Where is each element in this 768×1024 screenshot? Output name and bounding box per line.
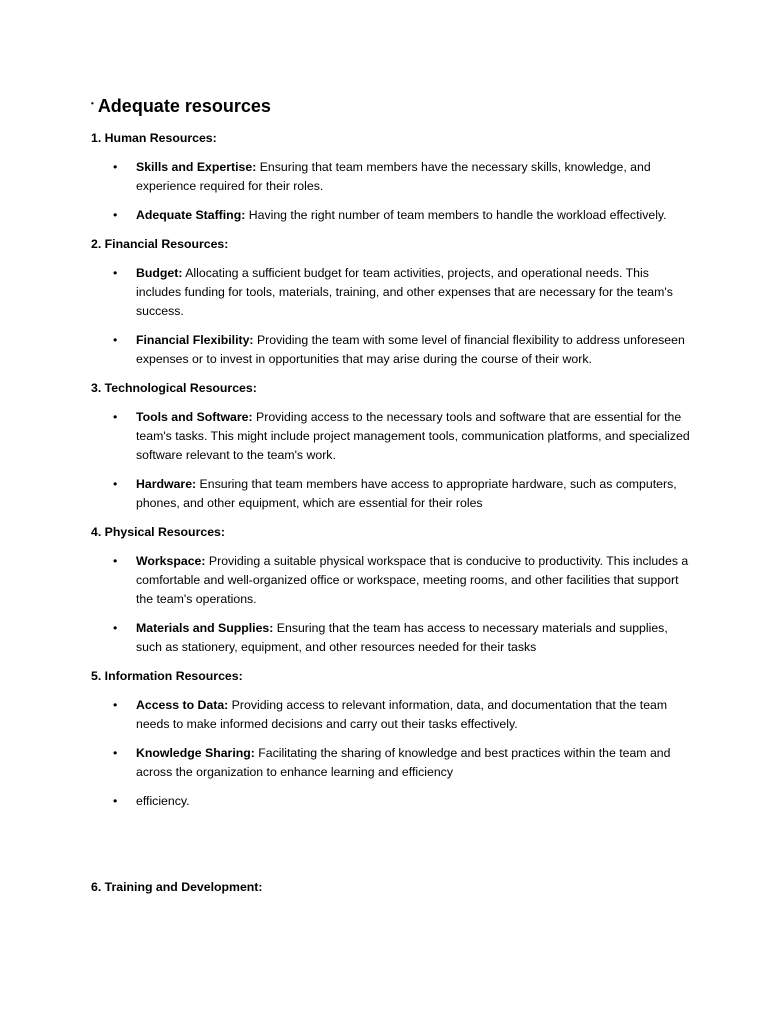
blank-space <box>91 821 691 878</box>
section-information-resources <box>91 667 691 811</box>
item-text: Ensuring that team members have access to appropriate hardware, such as computers, phones, and other equipment, which are essential for their roles <box>136 477 677 510</box>
bullet-icon: • <box>113 621 118 635</box>
document-body <box>91 95 691 907</box>
list-item <box>91 744 691 782</box>
list-item <box>91 264 691 321</box>
bullet-icon: • <box>113 746 118 760</box>
list-item <box>91 696 691 734</box>
list-item <box>91 792 691 811</box>
bullet-icon: • <box>113 333 118 347</box>
item-text: Providing a suitable physical workspace that is conducive to productivity. This includes a comfortable and well-organized office or workspace, meeting rooms, and other facilities that support the team's operations. <box>136 554 689 606</box>
bullet-icon: • <box>113 410 118 424</box>
item-label: Workspace: <box>136 554 206 568</box>
document-title <box>91 95 691 117</box>
list-item <box>91 158 691 196</box>
item-label: Financial Flexibility: <box>136 333 254 347</box>
item-text: Providing access to the necessary tools and software that are essential for the team's tasks. This might include project management tools, communication platforms, and specialized software relevant to the team's work. <box>136 410 690 462</box>
list-item <box>91 408 691 465</box>
bullet-list <box>91 264 691 369</box>
document-title-text: Adequate resources <box>97 96 271 116</box>
item-text: Allocating a sufficient budget for team activities, projects, and operational needs. This includes funding for tools, materials, training, and other expenses that are necessary for the team's success. <box>136 266 673 318</box>
list-item <box>91 475 691 513</box>
bullet-icon: • <box>113 477 118 491</box>
item-text: efficiency. <box>136 794 190 808</box>
section-technological-resources <box>91 379 691 513</box>
item-label: Materials and Supplies: <box>136 621 274 635</box>
item-label: Adequate Staffing: <box>136 208 246 222</box>
bullet-list <box>91 408 691 513</box>
bullet-list <box>91 158 691 225</box>
bullet-list <box>91 696 691 811</box>
item-text: Having the right number of team members to handle the workload effectively. <box>245 208 667 222</box>
section-heading: 3. Technological Resources: <box>91 381 257 395</box>
list-item <box>91 331 691 369</box>
section-physical-resources <box>91 523 691 657</box>
item-label: Hardware: <box>136 477 197 491</box>
item-label: Tools and Software: <box>136 410 253 424</box>
section-heading: 6. Training and Development: <box>91 880 263 894</box>
bullet-icon: • <box>113 794 118 808</box>
item-text: Providing the team with some level of financial flexibility to address unforeseen expenses or to invest in opportunities that may arise during the course of their work. <box>136 333 685 366</box>
item-text: Facilitating the sharing of knowledge and best practices within the team and across the organization to enhance learning and efficiency <box>136 746 671 779</box>
title-bullet-icon: • <box>91 99 94 108</box>
list-item <box>91 619 691 657</box>
item-text: Ensuring that team members have the necessary skills, knowledge, and experience required for their roles. <box>136 160 651 193</box>
section-training-development <box>91 878 691 896</box>
list-item <box>91 552 691 609</box>
section-heading: 5. Information Resources: <box>91 669 243 683</box>
section-financial-resources <box>91 235 691 369</box>
item-text: Ensuring that the team has access to necessary materials and supplies, such as stationery, equipment, and other resources needed for their tasks <box>136 621 668 654</box>
bullet-icon: • <box>113 266 118 280</box>
section-heading: 4. Physical Resources: <box>91 525 225 539</box>
item-label: Knowledge Sharing: <box>136 746 255 760</box>
item-label: Budget: <box>136 266 183 280</box>
section-heading: 2. Financial Resources: <box>91 237 229 251</box>
section-heading: 1. Human Resources: <box>91 131 217 145</box>
bullet-icon: • <box>113 554 118 568</box>
bullet-list <box>91 552 691 657</box>
item-text: Providing access to relevant information, data, and documentation that the team needs to make informed decisions and carry out their tasks effectively. <box>136 698 668 731</box>
item-label: Access to Data: <box>136 698 229 712</box>
item-label: Skills and Expertise: <box>136 160 257 174</box>
bullet-icon: • <box>113 160 118 174</box>
list-item <box>91 206 691 225</box>
bullet-icon: • <box>113 698 118 712</box>
bullet-icon: • <box>113 208 118 222</box>
section-human-resources <box>91 129 691 225</box>
